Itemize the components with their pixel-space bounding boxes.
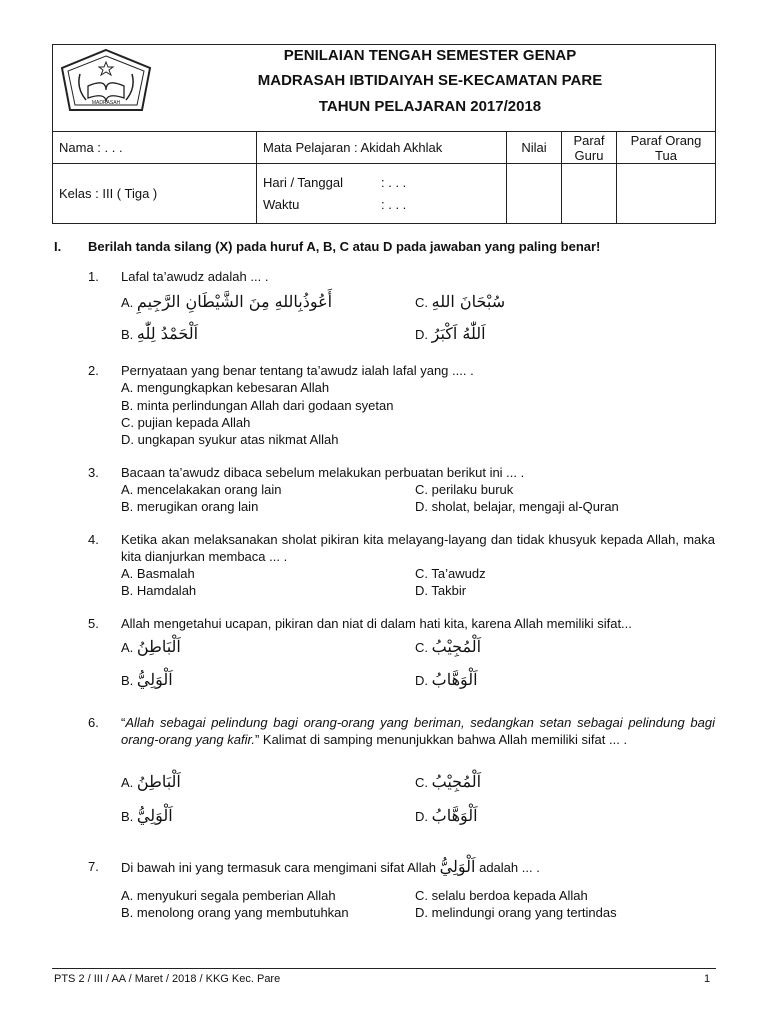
option-b[interactable]: B. merugikan orang lain: [121, 499, 259, 514]
question-quote: Allah sebagai pelindung bagi orang-orang yang beriman, sedangkan setan sebagai pelindung bagi orang-orang yang kafir.: [121, 715, 715, 747]
question-text: [121, 714, 715, 748]
question-text-pre: Di bawah ini yang termasuk cara mengimani sifat Allah: [121, 860, 437, 875]
option-letter: A.: [121, 775, 134, 790]
option-arabic: اَلْوَلِيُّ: [136, 670, 173, 689]
option-d[interactable]: D. Takbir: [415, 583, 467, 598]
footer-code: PTS 2 / III / AA / Maret / 2018 / KKG Kec. Pare: [54, 973, 281, 985]
date-label: Hari / Tanggal: [263, 174, 343, 190]
option-d[interactable]: [415, 325, 486, 343]
student-info-table: [52, 131, 716, 224]
option-letter: D.: [415, 809, 428, 824]
question-text: Pernyataan yang benar tentang ta’awudz ialah lafal yang .... .: [121, 363, 474, 378]
logo-text: MADRASAH: [91, 100, 121, 106]
question-number: 5.: [88, 616, 99, 631]
option-letter: D.: [415, 673, 428, 688]
option-d[interactable]: [415, 671, 478, 689]
option-a[interactable]: A. mengungkapkan kebesaran Allah: [121, 380, 330, 395]
date-value[interactable]: : . . .: [381, 174, 407, 190]
option-d[interactable]: D. sholat, belajar, mengaji al-Quran: [415, 499, 619, 514]
time-label: Waktu: [263, 196, 300, 212]
option-arabic: اَلْمُجِيْبُ: [431, 637, 482, 656]
option-arabic: اَلْمُجِيْبُ: [431, 772, 482, 791]
quote-mark: ”: [254, 732, 260, 747]
question-arabic: اَلْوَلِيُّ: [439, 857, 476, 876]
question-text-after: Kalimat di samping menunjukkan bahwa Allah memiliki sifat ... .: [259, 732, 628, 747]
option-letter: C.: [415, 640, 428, 655]
option-b[interactable]: [121, 807, 173, 825]
option-arabic: اَلْبَاطِنُ: [136, 772, 181, 791]
time-value[interactable]: : . . .: [381, 196, 407, 212]
option-letter: B.: [121, 809, 134, 824]
question-text: [121, 858, 540, 876]
section-number: I.: [54, 239, 62, 254]
name-field[interactable]: Nama : . . .: [53, 132, 257, 164]
option-letter: C.: [415, 775, 428, 790]
option-arabic: اَلْحَمْدُ لِلّٰهِ: [136, 324, 199, 343]
option-a[interactable]: [121, 773, 181, 791]
academic-year: TAHUN PELAJARAN 2017/2018: [318, 98, 542, 115]
option-arabic: أَعُوذُبِاللهِ مِنَ الشَّيْطَانِ الرَّجِيمِ: [136, 292, 333, 311]
question-text: Ketika akan melaksanakan sholat pikiran kita melayang-layang dan tidak khusyuk kepada Allah, maka kita dianjurkan membaca ... .: [121, 532, 715, 564]
question-text: Bacaan ta’awudz dibaca sebelum melakukan perbuatan berikut ini ... .: [121, 465, 525, 480]
footer-divider: [52, 968, 716, 969]
option-b[interactable]: [121, 671, 173, 689]
question-text: Allah mengetahui ucapan, pikiran dan niat di dalam hati kita, karena Allah memiliki sifat...: [121, 616, 632, 631]
option-letter: A.: [121, 295, 134, 310]
teacher-sign-box[interactable]: [562, 164, 617, 224]
parent-sign-header: [617, 132, 716, 164]
option-arabic: اَلْوَهَّابُ: [431, 670, 478, 689]
question-text-post: adalah ... .: [479, 860, 540, 875]
option-a[interactable]: A. menyukuri segala pemberian Allah: [121, 888, 336, 903]
teacher-sign-label: Paraf Guru: [573, 132, 605, 163]
question-number: 7.: [88, 859, 99, 874]
option-arabic: اَلْبَاطِنُ: [136, 637, 181, 656]
option-c[interactable]: [415, 293, 505, 311]
class-field: Kelas : III ( Tiga ): [53, 164, 257, 224]
page-number: 1: [704, 973, 711, 985]
quote-mark: “: [121, 715, 126, 730]
option-a[interactable]: [121, 638, 181, 656]
option-arabic: سُبْحَانَ اللهِ: [431, 292, 506, 311]
option-c[interactable]: C. pujian kepada Allah: [121, 415, 251, 430]
option-c[interactable]: C. Ta’awudz: [415, 566, 486, 581]
question-number: 4.: [88, 532, 99, 547]
question-number: 6.: [88, 715, 99, 730]
question-number: 2.: [88, 363, 99, 378]
question-number: 3.: [88, 465, 99, 480]
parent-sign-label: Paraf Orang Tua: [630, 132, 702, 163]
option-c[interactable]: [415, 638, 481, 656]
option-d[interactable]: D. melindungi orang yang tertindas: [415, 905, 617, 920]
exam-title: PENILAIAN TENGAH SEMESTER GENAP: [283, 47, 577, 64]
question-text: Lafal ta’awudz adalah ... .: [121, 269, 269, 284]
option-b[interactable]: [121, 325, 198, 343]
score-header: Nilai: [507, 132, 562, 164]
date-time-cell: [257, 164, 507, 224]
question-number: 1.: [88, 269, 99, 284]
option-arabic: اَلْوَلِيُّ: [136, 806, 173, 825]
subject-label: Mata Pelajaran : Akidah Akhlak: [257, 132, 507, 164]
option-b[interactable]: B. minta perlindungan Allah dari godaan syetan: [121, 398, 394, 413]
parent-sign-box[interactable]: [617, 164, 716, 224]
option-letter: B.: [121, 327, 134, 342]
teacher-sign-header: [562, 132, 617, 164]
score-box[interactable]: [507, 164, 562, 224]
option-a[interactable]: [121, 293, 332, 311]
option-letter: A.: [121, 640, 134, 655]
option-letter: C.: [415, 295, 428, 310]
option-b[interactable]: B. Hamdalah: [121, 583, 197, 598]
school-name: MADRASAH IBTIDAIYAH SE-KECAMATAN PARE: [257, 72, 603, 89]
section-instruction: Berilah tanda silang (X) pada huruf A, B, C atau D pada jawaban yang paling benar!: [88, 239, 601, 254]
option-c[interactable]: [415, 773, 481, 791]
option-b[interactable]: B. menolong orang yang membutuhkan: [121, 905, 349, 920]
option-arabic: اَللّٰهُ اَكْبَرُ: [431, 324, 486, 343]
option-c[interactable]: C. selalu berdoa kepada Allah: [415, 888, 588, 903]
option-letter: B.: [121, 673, 134, 688]
option-d[interactable]: [415, 807, 478, 825]
school-logo: [58, 48, 154, 122]
option-a[interactable]: A. mencelakakan orang lain: [121, 482, 282, 497]
option-arabic: اَلْوَهَّابُ: [431, 806, 478, 825]
option-d[interactable]: D. ungkapan syukur atas nikmat Allah: [121, 432, 339, 447]
option-letter: D.: [415, 327, 428, 342]
option-a[interactable]: A. Basmalah: [121, 566, 195, 581]
option-c[interactable]: C. perilaku buruk: [415, 482, 514, 497]
